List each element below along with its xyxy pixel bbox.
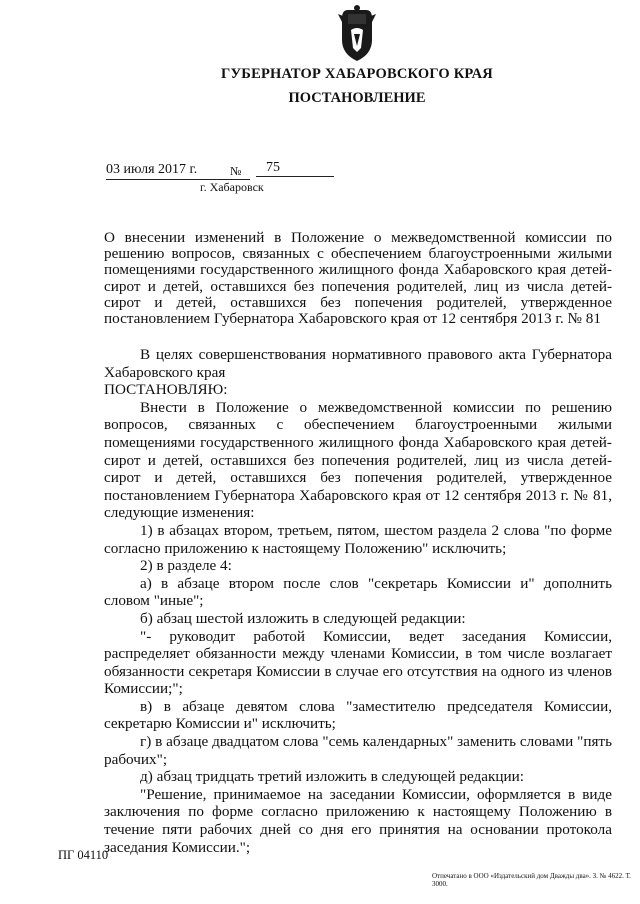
form-code: ПГ 04110 <box>58 848 109 862</box>
document-city: г. Хабаровск <box>200 180 264 194</box>
paragraph-item-2: 2) в разделе 4: <box>140 557 232 575</box>
paragraph-item-v: в) в абзаце девятом слова "заместителю председателя Комиссии, секретарю Комиссии и" исключить; <box>104 697 612 733</box>
paragraph-item-g: г) в абзаце двадцатом слова "семь календарных" заменить словами "пять рабочих"; <box>104 733 612 768</box>
paragraph-item-a: а) в абзаце втором после слов "секретарь Комиссии и" дополнить словом "иные"; <box>104 574 612 610</box>
header-doc-type: ПОСТАНОВЛЕНИЕ <box>288 90 426 106</box>
paragraph-resolve: ПОСТАНОВЛЯЮ: <box>104 381 228 399</box>
document-date: 03 июля 2017 г. <box>106 162 250 180</box>
paragraph-item-b: б) абзац шестой изложить в следующей редакции: <box>140 609 466 627</box>
document-body <box>104 346 612 856</box>
print-note: Отпечатано в ООО «Издательский дом Дважды два». З. № 4622. Т. 3000. <box>432 872 631 888</box>
paragraph-intro: В целях совершенствования нормативного правового акта Губернатора Хабаровского края <box>104 346 612 381</box>
coat-of-arms-icon <box>334 4 380 64</box>
document-subject: О внесении изменений в Положение о межведомственной комиссии по решению вопросов, связанных с обеспечением благоустроенными жилыми помещениями государственного жилищного фонда Хабаровского края детей-сирот и детей, оставшихся без попечения родителей, лиц из числа детей-сирот и детей, оставшихся без попечения родителей, утвержденное постановлением Губернатора Хабаровского края от 12 сентября 2013 г. № 81 <box>104 229 612 328</box>
paragraph-item-b-text: "- руководит работой Комиссии, ведет заседания Комиссии, распределяет обязанности между членами Комиссии, в том числе возлагает обязанности секретаря Комиссии в случае его отсутствия на одного из членов Комиссии;"; <box>104 627 612 698</box>
header-org: ГУБЕРНАТОР ХАБАРОВСКОГО КРАЯ <box>221 66 493 82</box>
number-label: № <box>230 164 242 178</box>
paragraph-item-d-text: "Решение, принимаемое на заседании Комиссии, оформляется в виде заключения по форме согласно приложению к настоящему Положению в течение пяти рабочих дней со дня его принятия на основании протокола заседания Комиссии."; <box>104 785 612 856</box>
paragraph-item-d: д) абзац тридцать третий изложить в следующей редакции: <box>140 768 525 786</box>
paragraph-item-1: 1) в абзацах втором, третьем, пятом, шестом раздела 2 слова "по форме согласно приложению к настоящему Положению" исключить; <box>104 521 612 557</box>
paragraph-main: Внести в Положение о межведомственной комиссии по решению вопросов, связанных с обеспечением благоустроенными жилыми помещениями государственного жилищного фонда Хабаровского края детей-сирот и детей, оставшихся без попечения родителей, лиц из числа детей-сирот и детей, оставшихся без попечения родителей, утвержденное постановлением Губернатора Хабаровского края от 12 сентября 2013 г. № 81, следующие изменения: <box>104 398 612 522</box>
document-number: 75 <box>256 160 334 177</box>
